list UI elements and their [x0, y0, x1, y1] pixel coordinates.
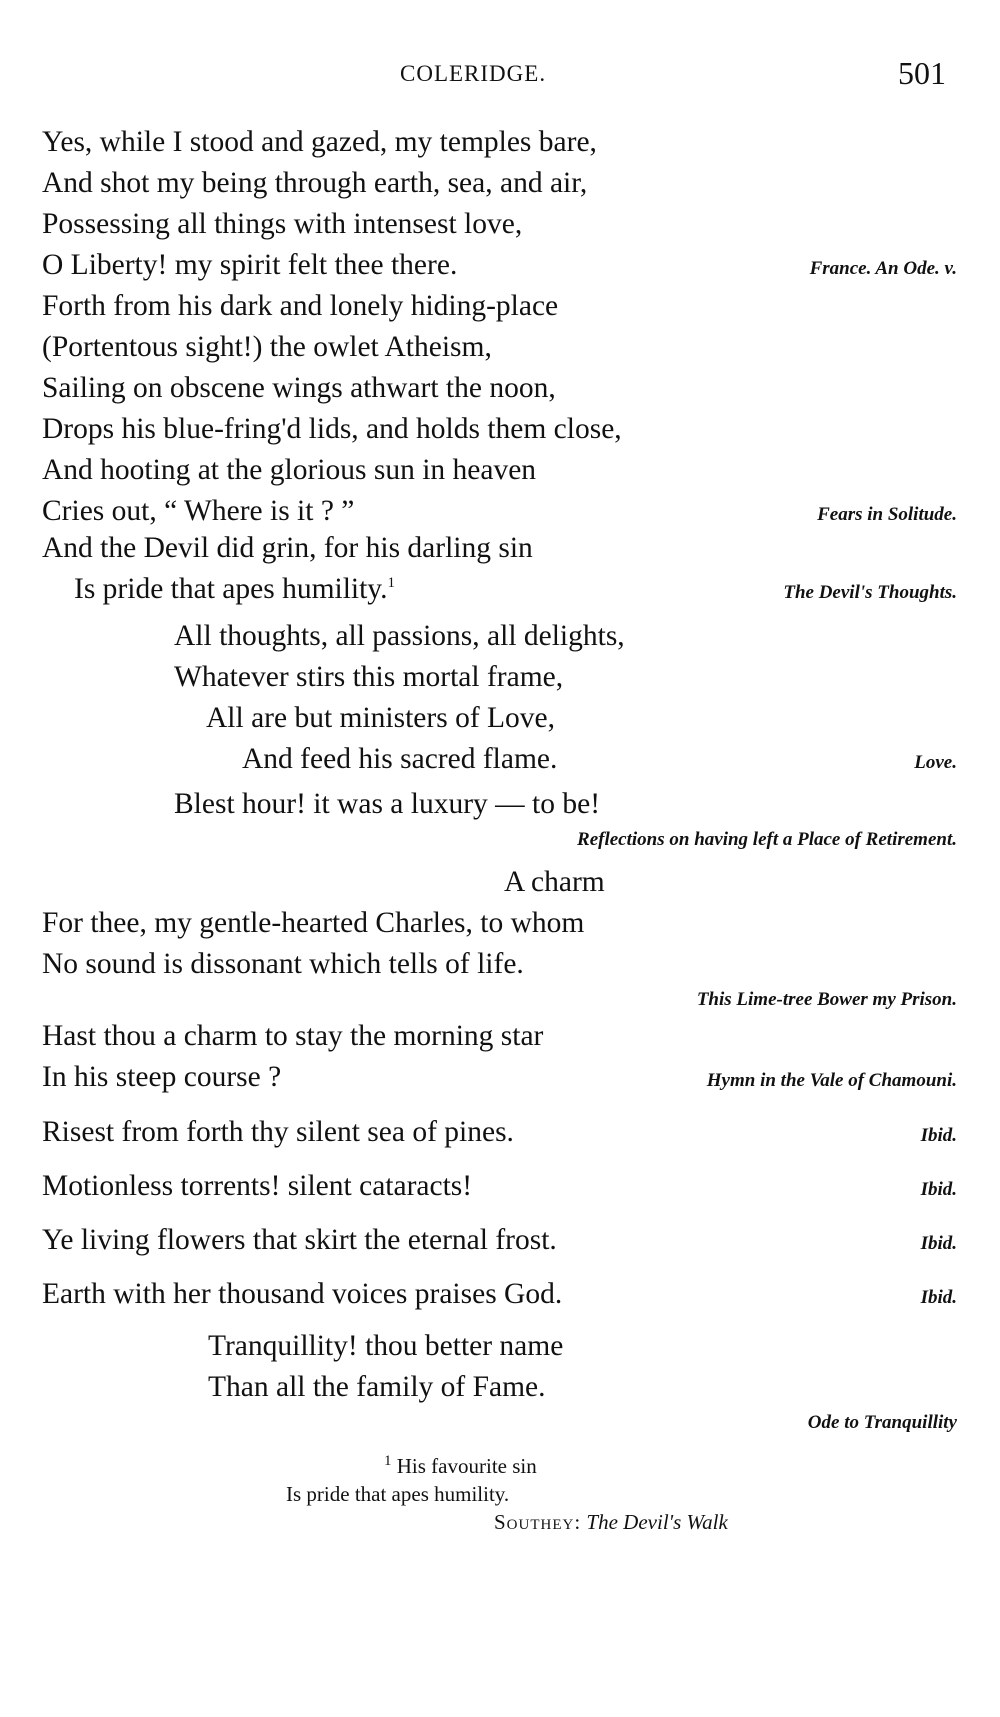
verse-line: And the Devil did grin, for his darling sin: [42, 532, 533, 564]
quote-fears-in-solitude: [42, 286, 957, 532]
attribution: Love.: [914, 752, 957, 773]
attribution: Reflections on having left a Place of Retirement.: [577, 829, 957, 850]
footnote: [42, 1452, 957, 1536]
verse-line: Forth from his dark and lonely hiding-place: [42, 290, 559, 322]
footnote-line: Is pride that apes humility.: [286, 1482, 510, 1506]
quote-lime-tree-bower: [42, 862, 957, 1015]
attribution: This Lime-tree Bower my Prison.: [696, 989, 957, 1010]
page-number: 501: [898, 55, 946, 91]
verse-text: Risest from forth thy silent sea of pines.: [42, 1116, 514, 1148]
verse-line: Yes, while I stood and gazed, my temples bare,: [42, 126, 597, 158]
page-header: [0, 55, 1000, 95]
footnote-author: Southey:: [494, 1510, 582, 1534]
quote-tranquillity: [42, 1326, 957, 1438]
quote-reflections: [42, 784, 957, 855]
attribution: The Devil's Thoughts.: [783, 582, 957, 603]
verse-text: Ye living flowers that skirt the eternal frost.: [42, 1224, 557, 1256]
verse-line: No sound is dissonant which tells of life.: [42, 948, 524, 980]
footnote-work: The Devil's Walk: [586, 1510, 728, 1534]
verse-line: [42, 245, 957, 286]
verse-line: Whatever stirs this mortal frame,: [174, 661, 564, 693]
verse-line: And shot my being through earth, sea, and air,: [42, 167, 588, 199]
verse-line: For thee, my gentle-hearted Charles, to whom: [42, 907, 585, 939]
verse-line: All thoughts, all passions, all delights,: [174, 620, 625, 652]
verse-text: Motionless torrents! silent cataracts!: [42, 1170, 473, 1202]
verse-line: Tranquillity! thou better name: [208, 1330, 564, 1362]
footnote-line: His favourite sin: [396, 1454, 537, 1478]
verse-text: And feed his sacred flame.: [242, 743, 558, 775]
quote-ibid-1: [42, 1112, 957, 1153]
quote-ibid-3: [42, 1220, 957, 1261]
verse-line: And hooting at the glorious sun in heaven: [42, 454, 537, 486]
attribution: Ode to Tranquillity: [807, 1412, 957, 1433]
running-head: COLERIDGE.: [400, 61, 547, 86]
attribution: Ibid.: [920, 1287, 957, 1308]
quote-love: [42, 616, 957, 780]
verse-line: Blest hour! it was a luxury — to be!: [174, 788, 601, 820]
attribution: Hymn in the Vale of Chamouni.: [706, 1070, 957, 1091]
quote-ibid-2: [42, 1166, 957, 1207]
verse-line: Possessing all things with intensest love,: [42, 208, 523, 240]
verse-line: A charm: [504, 866, 605, 898]
attribution: Ibid.: [920, 1179, 957, 1200]
attribution: Ibid.: [920, 1125, 957, 1146]
quote-france: [42, 122, 957, 286]
verse-text: Is pride that apes humility.: [74, 573, 388, 605]
attribution: France. An Ode. v.: [809, 258, 957, 279]
verse-text: O Liberty! my spirit felt thee there.: [42, 249, 458, 281]
quote-hymn-chamouni: [42, 1016, 957, 1098]
attribution: Ibid.: [920, 1233, 957, 1254]
verse-line: Hast thou a charm to stay the morning star: [42, 1020, 544, 1052]
verse-text: Cries out, “ Where is it ? ”: [42, 495, 355, 527]
verse-line: Drops his blue-fring'd lids, and holds them close,: [42, 413, 622, 445]
verse-text: In his steep course ?: [42, 1061, 282, 1093]
verse-line: (Portentous sight!) the owlet Atheism,: [42, 331, 492, 363]
verse-line: All are but ministers of Love,: [206, 702, 556, 734]
quote-devils-thoughts: [42, 528, 957, 610]
attribution: Fears in Solitude.: [817, 504, 957, 525]
verse-line: Than all the family of Fame.: [208, 1371, 546, 1403]
quote-ibid-4: [42, 1274, 957, 1315]
verse-text: Earth with her thousand voices praises God.: [42, 1278, 563, 1310]
verse-line: Sailing on obscene wings athwart the noon,: [42, 372, 556, 404]
footnote-marker: 1: [384, 1453, 392, 1469]
footnote-marker: 1: [387, 575, 396, 592]
